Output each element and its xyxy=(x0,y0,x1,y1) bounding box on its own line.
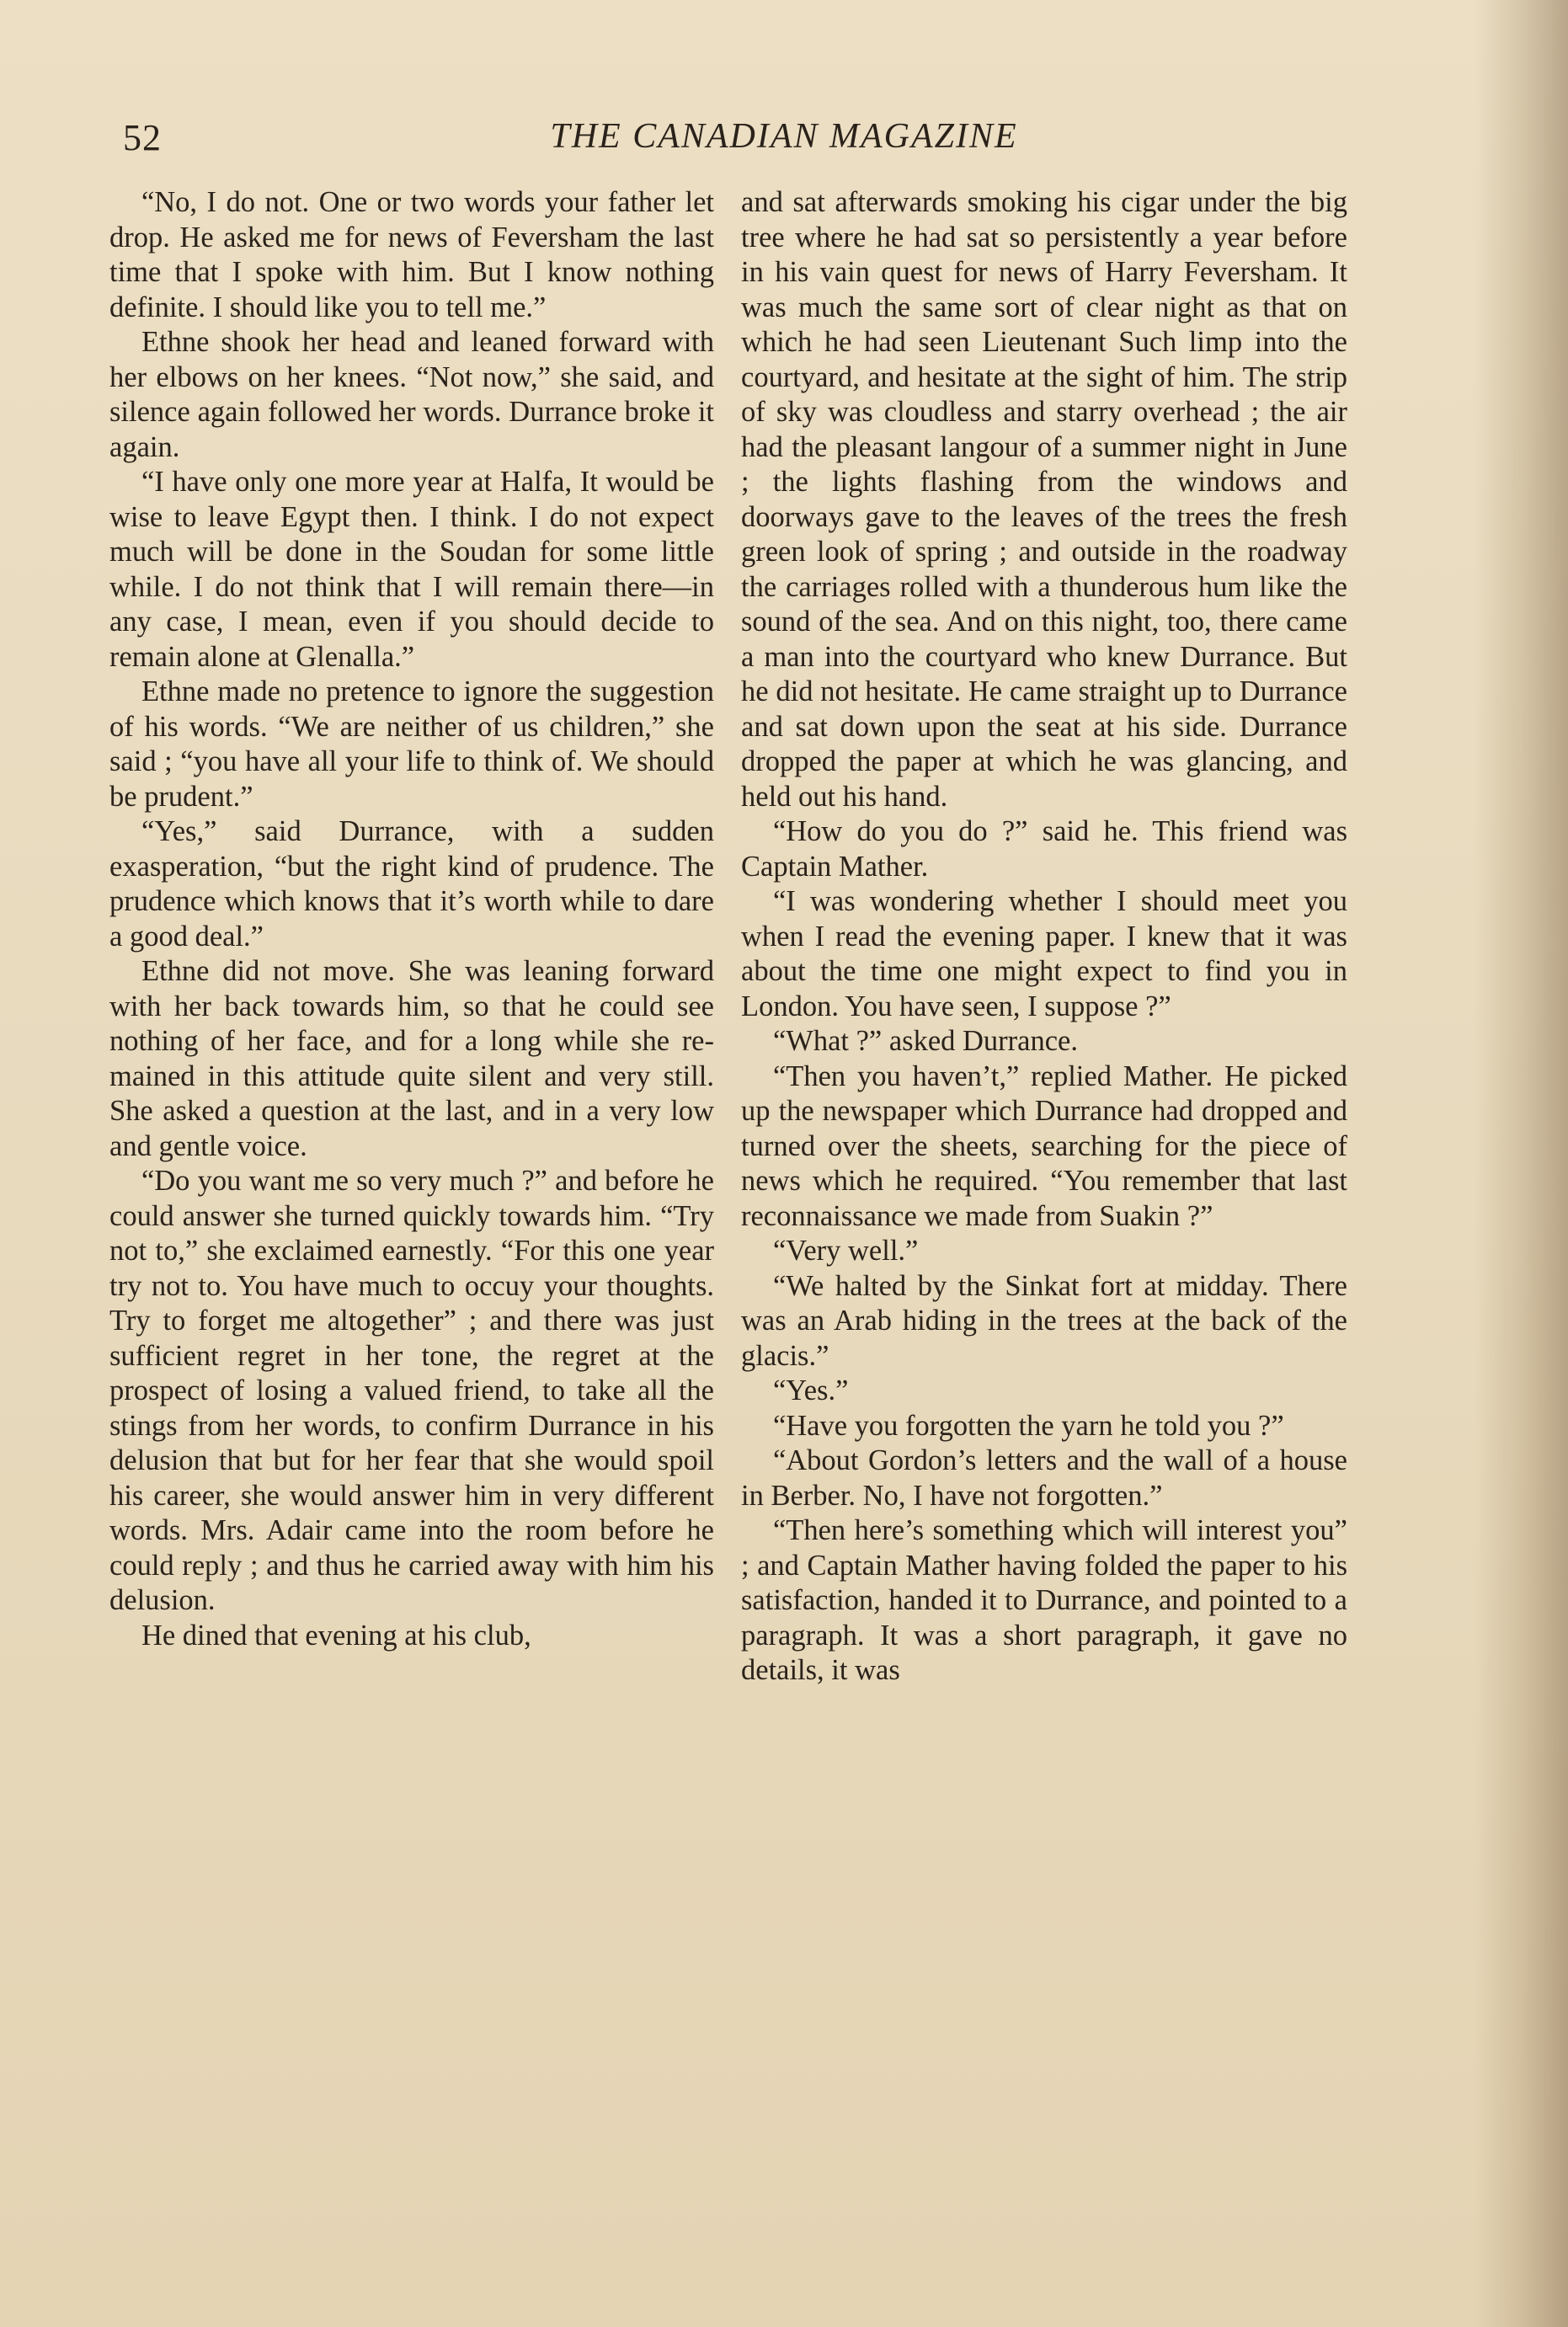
paragraph: “I was wondering whether I should meet you when I read the evening paper. I knew that it was about the time one might expect to find you in London. You have seen, I suppose ?” xyxy=(741,885,1347,1022)
right-column xyxy=(741,185,1347,1689)
paragraph: “Then here’s something which will interest you” ; and Captain Mather having folded the paper to his satisfaction, handed it to Durrance, and pointed to a paragraph. It was a short paragraph, it gave no details, it was xyxy=(741,1514,1347,1686)
paragraph: “Yes.” xyxy=(772,1374,849,1406)
paragraph: “Yes,” said Durrance, with a sudden exasperation, “but the right kind of prudence. The prudence which knows that it’s worth while to dare a good deal.” xyxy=(109,815,714,953)
paragraph: and sat afterwards smoking his cigar under the big tree where he had sat so persistently a year before in his vain quest for news of Harry Feversham. It was much the same sort of clear night as that on which he had seen Lieutenant Such limp into the courtyard, and hesitate at the sight of him. The strip of sky was cloudless and starry overhead ; the air had the pleasant langour of a summer night in June ; the lights flashing from the windows and doorways gave to the leaves of the trees the fresh green look of spring ; and outside in the roadway the carriages rolled with a thunderous hum like the sound of the sea. And on this night, too, there came a man into the courtyard who knew Durrance. But he did not hesitate. He came straight up to Durrance and sat down upon the seat at his side. Durrance dropped the paper at which he was glancing, and held out his hand. xyxy=(741,186,1347,813)
paragraph: Ethne made no pretence to ignore the suggestion of his words. “We are neither of us children,” she said ; “you have all your life to think of. We should be prudent.” xyxy=(109,675,714,813)
paragraph: “How do you do ?” said he. This friend was Captain Mather. xyxy=(741,815,1347,883)
paragraph: Ethne did not move. She was leaning forward with her back towards him, so that he could see nothing of her face, and for a long while she remained in this attitude quite silent and very still. She asked a question at the last, and in a very low and gentle voice. xyxy=(109,955,714,1162)
paragraph: He dined that evening at his club, xyxy=(141,1619,531,1652)
paragraph: “Then you haven’t,” replied Mather. He picked up the newspaper which Durrance had dropped and turned over the sheets, searching for the piece of news which he required. “You remember that last reconnaissance we made from Suakin ?” xyxy=(741,1059,1347,1232)
paragraph: Ethne shook her head and leaned forward with her elbows on her knees. “Not now,” she said, and silence again followed her words. Durrance broke it again. xyxy=(109,326,714,463)
paragraph: “Have you forgotten the yarn he told you ?” xyxy=(772,1409,1284,1442)
paragraph: “I have only one more year at Halfa, It would be wise to leave Egypt then. I think. I do not expect much will be done in the Soudan for some little while. I do not think that I will remain there—in any case, I mean, even if you should decide to remain alone at Glenalla.” xyxy=(109,466,714,673)
paragraph: “Do you want me so very much ?” and before he could answer she turned quickly towards him. “Try not to,” she exclaimed earnestly. “For this one year try not to. You have much to occuy your thoughts. Try to forget me altogether” ; and there was just sufficient regret in her tone, the regret at the prospect of losing a valued friend, to take all the stings from her words, to confirm Durrance in his delusion that but for her fear that she would spoil his career, she would answer him in very different words. Mrs. Adair came into the room before he could reply ; and thus he carried away with him his delusion. xyxy=(109,1165,714,1616)
paragraph: “No, I do not. One or two words your father let drop. He asked me for news of Feversham the last time that I spoke with him. But I know nothing definite. I should like you to tell me.” xyxy=(109,186,714,323)
paragraph: “What ?” asked Durrance. xyxy=(772,1025,1078,1057)
running-head: THE CANADIAN MAGAZINE xyxy=(550,117,1018,156)
left-column xyxy=(109,185,714,1653)
paragraph: “We halted by the Sinkat fort at midday. There was an Arab hiding in the trees at the back of the glacis.” xyxy=(741,1269,1347,1372)
paragraph: “Very well.” xyxy=(772,1235,919,1267)
page-number: 52 xyxy=(123,117,162,158)
paragraph: “About Gordon’s letters and the wall of a house in Berber. No, I have not forgotten.” xyxy=(741,1444,1347,1512)
